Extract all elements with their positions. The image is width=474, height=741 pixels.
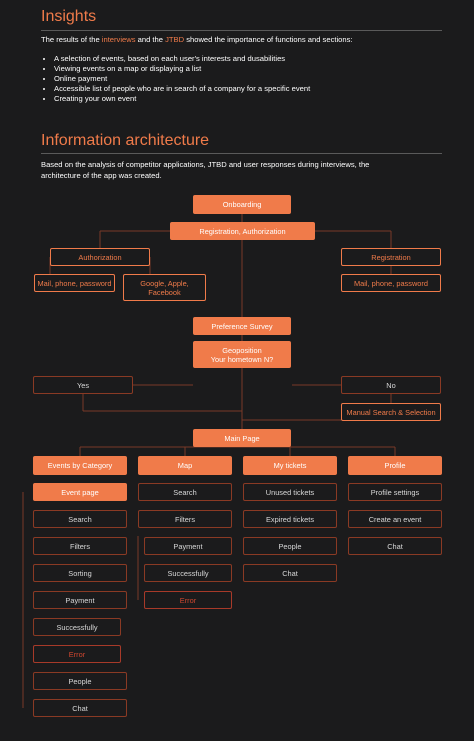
reg-mail-phone-password-node: Mail, phone, password — [341, 274, 441, 292]
auth-mail-phone-password-node: Mail, phone, password — [34, 274, 115, 292]
profile-node: Profile — [348, 456, 442, 475]
category-sorting-node: Sorting — [33, 564, 127, 582]
map-payment-node: Payment — [144, 537, 232, 555]
insights-intro-mid: and the — [135, 35, 166, 44]
authorization-node: Authorization — [50, 248, 150, 266]
interviews-link[interactable]: interviews — [101, 35, 136, 44]
preference-survey-node: Preference Survey — [193, 317, 291, 335]
insights-intro-end: showed the importance of functions and sections: — [184, 35, 353, 44]
registration-authorization-node: Registration, Authorization — [170, 222, 315, 240]
insight-item: • Creating your own event — [54, 94, 310, 104]
events-by-category-node: Events by Category — [33, 456, 127, 475]
map-search-node: Search — [138, 483, 232, 501]
unused-tickets-node: Unused tickets — [243, 483, 337, 501]
expired-tickets-node: Expired tickets — [243, 510, 337, 528]
tickets-people-node: People — [243, 537, 337, 555]
architecture-description: Based on the analysis of competitor applications, JTBD and user responses during interviews, the architecture of the app was created. — [41, 160, 370, 180]
map-filters-node: Filters — [138, 510, 232, 528]
event-page-node: Event page — [33, 483, 127, 501]
category-successfully-node: Successfully — [33, 618, 121, 636]
profile-chat-node: Chat — [348, 537, 442, 555]
profile-settings-node: Profile settings — [348, 483, 442, 501]
insights-intro-start: The results of the — [41, 35, 102, 44]
manual-search-selection-node: Manual Search & Selection — [341, 403, 441, 421]
category-payment-node: Payment — [33, 591, 127, 609]
insight-item: • A selection of events, based on each user's interests and dusabilities — [54, 54, 310, 64]
category-error-node: Error — [33, 645, 121, 663]
architecture-divider — [41, 153, 442, 154]
jtbd-link[interactable]: JTBD — [165, 35, 185, 44]
onboarding-node: Onboarding — [193, 195, 291, 214]
insight-item: • Online payment — [54, 74, 310, 84]
category-search-node: Search — [33, 510, 127, 528]
main-page-node: Main Page — [193, 429, 291, 447]
category-people-node: People — [33, 672, 127, 690]
auth-google-apple-facebook-node: Google, Apple, Facebook — [123, 274, 206, 301]
insights-intro — [41, 35, 441, 46]
architecture-title: Information architecture — [41, 132, 210, 149]
insights-divider — [41, 30, 442, 31]
category-chat-node: Chat — [33, 699, 127, 717]
registration-node: Registration — [341, 248, 441, 266]
insights-list — [41, 54, 310, 104]
no-node: No — [341, 376, 441, 394]
insight-item: • Viewing events on a map or displaying a list — [54, 64, 310, 74]
geoposition-node: Geoposition Your hometown N? — [193, 341, 291, 368]
insight-item: • Accessible list of people who are in search of a company for a specific event — [54, 84, 310, 94]
create-event-node: Create an event — [348, 510, 442, 528]
yes-node: Yes — [33, 376, 133, 394]
category-filters-node: Filters — [33, 537, 127, 555]
map-node: Map — [138, 456, 232, 475]
insights-title: Insights — [41, 8, 97, 25]
map-error-node: Error — [144, 591, 232, 609]
map-successfully-node: Successfully — [144, 564, 232, 582]
my-tickets-node: My tickets — [243, 456, 337, 475]
tickets-chat-node: Chat — [243, 564, 337, 582]
